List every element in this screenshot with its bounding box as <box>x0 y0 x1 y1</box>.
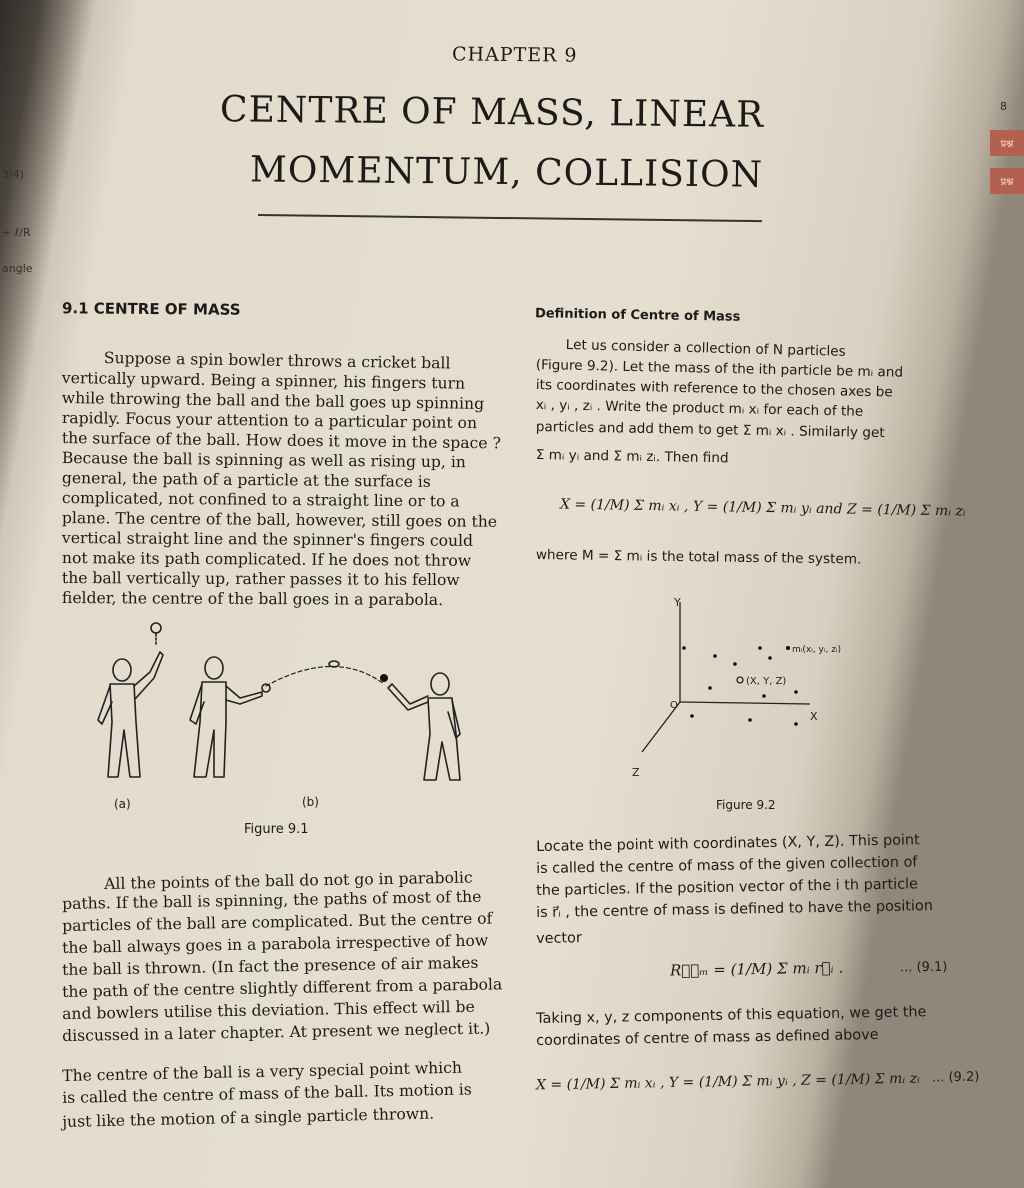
catcher-figure-icon <box>388 673 460 780</box>
where-line: where M = Σ mᵢ is the total mass of the system. <box>535 546 862 568</box>
fig2-com-label: (X, Y, Z) <box>746 676 787 687</box>
right-margin-tab: प्रश्न <box>990 130 1024 156</box>
fig2-x-label: X <box>810 710 818 723</box>
text-line: xᵢ , yᵢ , zᵢ . Write the product mᵢ xᵢ for each of the <box>535 396 864 420</box>
figure-9-2-caption: Figure 9.2 <box>716 798 776 812</box>
text-line: is r⃗ᵢ , the centre of mass is defined to have the position <box>536 898 934 921</box>
fig2-z-label: Z <box>632 766 640 779</box>
text-line: All the points of the ball do not go in parabolic <box>104 868 473 893</box>
bowler-figure-a-icon <box>98 652 163 777</box>
text-line: vertically upward. Being a spinner, his fingers turn <box>61 368 466 393</box>
left-margin-note: angle <box>2 262 33 275</box>
text-line: the ball vertically up, rather passes it to his fellow <box>61 569 460 590</box>
text-line: Suppose a spin bowler throws a cricket ball <box>103 348 451 373</box>
chapter-title-line-2: MOMENTUM, COLLISION <box>249 149 764 196</box>
text-line: coordinates of centre of mass as defined above <box>536 1027 879 1049</box>
text-line: Let us consider a collection of N particles <box>565 336 846 360</box>
text-line: vector <box>536 930 582 947</box>
text-line: the path of the centre slightly different from a parabola <box>62 975 503 1001</box>
text-line: paths. If the ball is spinning, the paths of most of the <box>62 887 482 913</box>
definition-equation: X = (1/M) Σ mᵢ xᵢ , Y = (1/M) Σ mᵢ yᵢ and Z = (1/M) Σ mᵢ zᵢ <box>559 496 966 520</box>
text-line: fielder, the centre of the ball goes in a parabola. <box>61 589 444 609</box>
figure-9-2 <box>620 592 880 792</box>
text-line: is called the centre of mass of the ball. Its motion is <box>62 1080 472 1107</box>
text-line: rapidly. Focus your attention to a particular point on <box>61 408 478 433</box>
thrower-figure-b-icon <box>190 657 262 777</box>
text-line: Locate the point with coordinates (X, Y, Z). This point <box>536 832 920 855</box>
com-marker <box>737 677 743 683</box>
section-heading: 9.1 CENTRE OF MASS <box>61 299 241 319</box>
text-line: just like the motion of a single particle thrown. <box>62 1104 435 1131</box>
left-margin-note: + ℓ/R <box>2 226 31 239</box>
text-line: not make its path complicated. If he does not throw <box>61 549 472 570</box>
fig1-label-a: (a) <box>114 797 131 811</box>
text-line: Taking x, y, z components of this equation, we get the <box>536 1004 927 1027</box>
left-margin-note: n <box>4 62 11 75</box>
text-line: The centre of the ball is a very special point which <box>62 1058 463 1085</box>
chapter-label: CHAPTER 9 <box>451 43 578 67</box>
text-line: Because the ball is spinning as well as rising up, in <box>61 448 466 472</box>
left-margin-note: 3/4) <box>2 168 24 181</box>
equation-9-1: R⃗꜀ₘ = (1/M) Σ mᵢ r⃗ᵢ . <box>669 958 844 980</box>
right-margin-note: 8 <box>1000 100 1007 113</box>
chapter-title-line-1: CENTRE OF MASS, LINEAR <box>219 89 765 136</box>
figure-9-1 <box>80 612 520 852</box>
text-line: plane. The centre of the ball, however, still goes on the <box>61 508 498 531</box>
x-axis <box>680 702 810 704</box>
equation-9-2-number: ... (9.2) <box>931 1069 980 1086</box>
text-line: Σ mᵢ yᵢ and Σ mᵢ zᵢ. Then find <box>535 446 729 467</box>
text-line: the ball is thrown. (In fact the presence of air makes <box>62 953 479 979</box>
text-line: and bowlers utilise this deviation. This effect will be <box>62 997 475 1023</box>
text-line: general, the path of a particle at the surface is <box>61 468 431 491</box>
parabola-path <box>266 666 384 686</box>
equation-9-1-number: ... (9.1) <box>899 959 948 976</box>
fig2-y-label: Y <box>674 596 681 609</box>
text-line: while throwing the ball and the ball goes up spinning <box>61 388 485 413</box>
title-rule <box>258 214 762 222</box>
fig2-particle-label: mᵢ(xᵢ, yᵢ, zᵢ) <box>792 645 842 655</box>
right-margin-tab: प्रश्न <box>990 168 1024 194</box>
ball-vertical-icon <box>151 623 161 646</box>
text-line: (Figure 9.2). Let the mass of the ith particle be mᵢ and <box>535 356 904 381</box>
text-line: discussed in a later chapter. At present we neglect it.) <box>62 1019 491 1045</box>
fig2-origin-label: O <box>670 700 678 711</box>
text-line: the particles. If the position vector of the i th particle <box>536 876 919 899</box>
fig1-label-b: (b) <box>302 795 319 809</box>
text-line: is called the centre of mass of the given collection of <box>536 854 918 877</box>
text-line: particles and add them to get Σ mᵢ xᵢ . Similarly get <box>535 418 885 442</box>
text-line: its coordinates with reference to the chosen axes be <box>535 376 893 401</box>
equation-9-2: X = (1/M) Σ mᵢ xᵢ , Y = (1/M) Σ mᵢ yᵢ , Z = (1/M) Σ mᵢ zᵢ <box>535 1070 920 1094</box>
ball-end-icon <box>380 674 388 682</box>
text-line: vertical straight line and the spinner's fingers could <box>61 529 474 550</box>
definition-heading: Definition of Centre of Mass <box>534 306 741 325</box>
text-line: complicated, not confined to a straight line or to a <box>61 488 460 511</box>
text-line: particles of the ball are complicated. But the centre of <box>62 909 493 935</box>
ball-start-icon <box>262 684 270 692</box>
text-line: the surface of the ball. How does it move in the space ? <box>61 428 501 453</box>
text-line: the ball always goes in a parabola irrespective of how <box>62 931 489 957</box>
figure-9-1-caption: Figure 9.1 <box>244 822 309 837</box>
